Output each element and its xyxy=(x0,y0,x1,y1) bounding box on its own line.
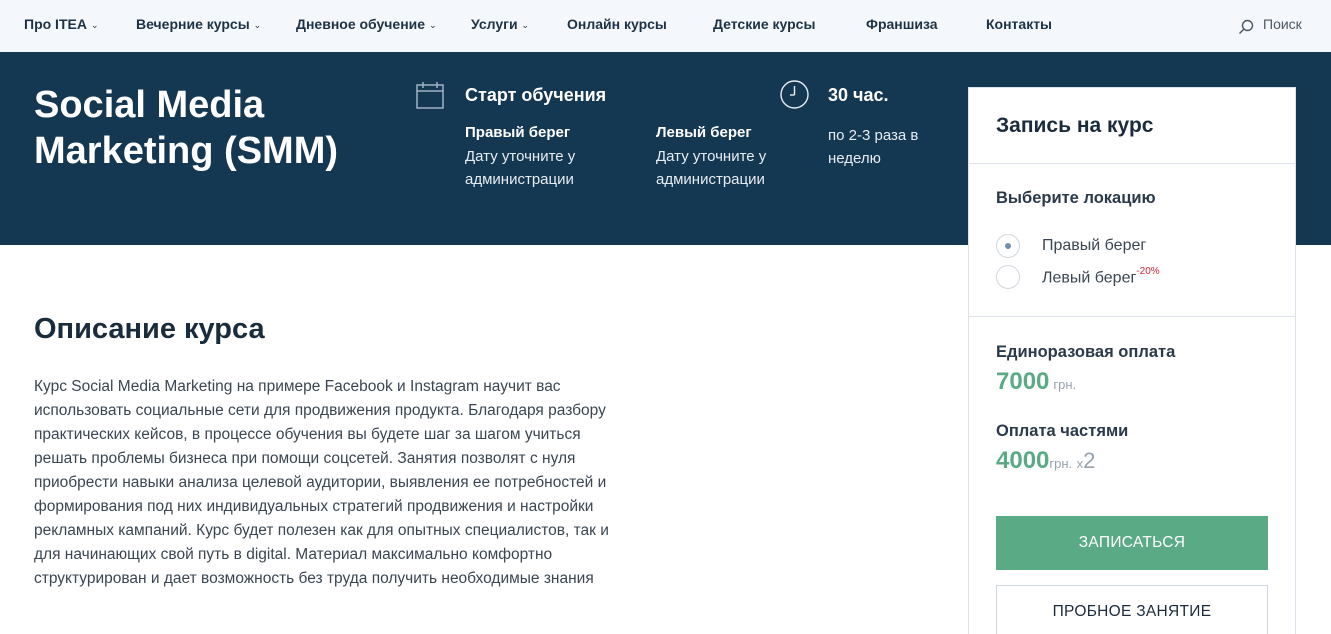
chevron-down-icon: ⌄ xyxy=(521,20,530,30)
location-left-bank xyxy=(656,124,836,191)
nav-item-evening-courses[interactable]: Вечерние курсы ⌄ xyxy=(136,16,262,32)
price-currency: грн. xyxy=(1053,377,1077,392)
search-label: Поиск xyxy=(1263,16,1302,32)
chevron-down-icon: ⌄ xyxy=(253,20,262,30)
location-name: Правый берег xyxy=(465,124,571,141)
radio-button[interactable] xyxy=(996,234,1020,258)
nav-item-about[interactable]: Про ITEA ⌄ xyxy=(24,16,99,32)
chevron-down-icon: ⌄ xyxy=(90,20,99,30)
one-time-price xyxy=(996,368,1076,396)
radio-label: Правый берег xyxy=(1042,237,1147,254)
nav-item-kids-courses[interactable]: Детские курсы xyxy=(713,16,816,32)
installment-payment-label: Оплата частями xyxy=(996,422,1129,440)
calendar-icon xyxy=(416,81,444,109)
search-icon xyxy=(1238,19,1254,35)
location-right-bank xyxy=(465,124,645,191)
radio-button[interactable] xyxy=(996,265,1020,289)
price-value: 4000 xyxy=(996,447,1050,474)
nav-item-franchise[interactable]: Франшиза xyxy=(866,16,938,32)
nav-item-contacts[interactable]: Контакты xyxy=(986,16,1053,32)
course-frequency: по 2-3 раза в неделю xyxy=(828,127,919,167)
location-name: Левый берег xyxy=(656,124,752,141)
nav-item-online-courses[interactable]: Онлайн курсы xyxy=(567,16,667,32)
price-value: 7000 xyxy=(996,368,1050,395)
description-title: Описание курса xyxy=(34,313,265,345)
clock-icon xyxy=(780,80,809,109)
one-time-payment-label: Единоразовая оплата xyxy=(996,343,1176,361)
description-text: Курс Social Media Marketing на примере Facebook и Instagram научит вас использовать социальные сети для продвижения продукта. Благодаря разбору практических кейсов, в процессе обучения вы будете шаг за шагом учиться решать проблемы бизнеса при помощи соцсетей. Занятия позволят с нуля приобрести навыки анализа целевой аудитории, выявления ее потребностей и формирования под них индивидуальных стратегий продвижения и настройки рекламных кампаний. Курс будет полезен как для опытных специалистов, так и для начинающих свой путь в digital. Материал максимально комфортно структурирован и дает возможность без труда получить необходимые знания xyxy=(34,378,609,587)
start-label: Старт обучения xyxy=(465,85,607,105)
divider xyxy=(969,316,1295,317)
installment-price xyxy=(996,447,1095,475)
discount-badge: -20% xyxy=(1136,266,1160,277)
trial-lesson-button[interactable]: ПРОБНОЕ ЗАНЯТИЕ xyxy=(996,585,1268,634)
course-title: Social Media Marketing (SMM) xyxy=(34,84,338,172)
price-currency: грн. xyxy=(1049,456,1073,471)
search-button[interactable] xyxy=(1238,16,1302,32)
radio-label: Левый берег$^{-20\%}$ xyxy=(1042,266,1160,287)
course-hours: 30 час. xyxy=(828,85,889,105)
enroll-button[interactable]: ЗАПИСАТЬСЯ xyxy=(996,516,1268,570)
location-select-title: Выберите локацию xyxy=(996,189,1156,207)
divider xyxy=(969,163,1295,164)
chevron-down-icon: ⌄ xyxy=(429,20,437,30)
installment-multiplier: x2 xyxy=(1076,448,1096,473)
enroll-title: Запись на курс xyxy=(996,114,1154,137)
enroll-card xyxy=(968,87,1296,634)
location-date: Дату уточните у администрации xyxy=(656,148,767,188)
nav-item-services[interactable]: Услуги ⌄ xyxy=(471,16,530,32)
nav-item-day-courses[interactable]: Дневное обучение ⌄ xyxy=(296,16,437,32)
top-navigation xyxy=(0,0,1331,52)
location-date: Дату уточните у администрации xyxy=(465,148,576,188)
